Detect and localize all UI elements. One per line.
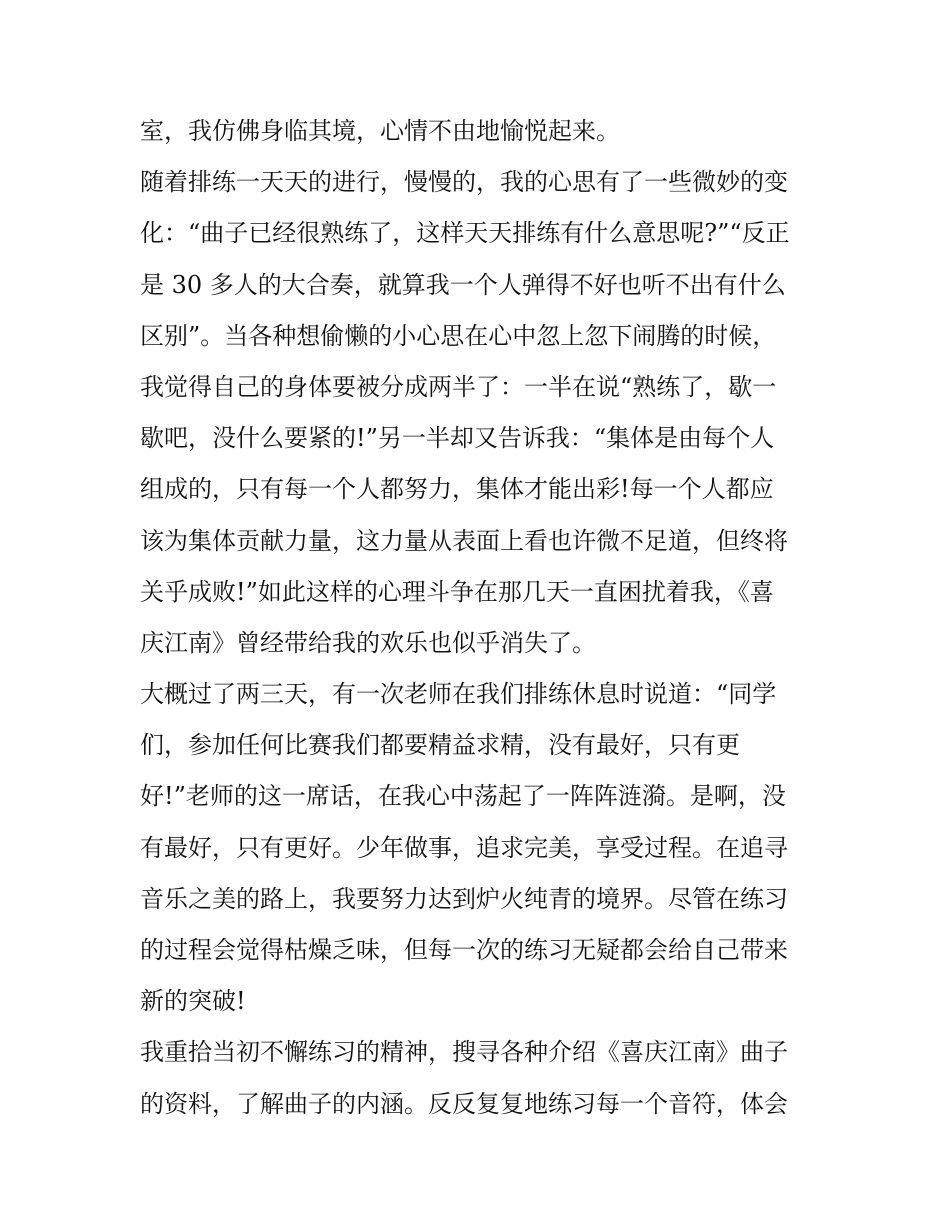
text-line: 新的突破! xyxy=(140,987,246,1016)
text-line: 室，我仿佛身临其境，心情不由地愉悦起来。 xyxy=(140,117,620,145)
text-line: 是 30 多人的大合奏，就算我一个人弹得不好也听不出有什么 xyxy=(140,270,786,299)
text-line: 我觉得自己的身体要被分成两半了：一半在说“熟练了，歇一 xyxy=(140,372,777,401)
document-body xyxy=(140,106,820,1130)
text-line: 的过程会觉得枯燥乏味，但每一次的练习无疑都会给自己带来 xyxy=(140,936,788,964)
text-line: 有最好，只有更好。少年做事，追求完美，享受过程。在追寻 xyxy=(140,833,788,862)
text-line: 随着排练一天天的进行，慢慢的，我的心思有了一些微妙的变 xyxy=(140,168,788,197)
text-line: 关乎成败!”如此这样的心理斗争在那几天一直困扰着我，《喜 xyxy=(140,577,774,606)
text-line: 好!”老师的这一席话，在我心中荡起了一阵阵涟漪。是啊，没 xyxy=(140,782,786,811)
text-line: 庆江南》曾经带给我的欢乐也似乎消失了。 xyxy=(140,628,596,657)
text-line: 区别”。当各种想偷懒的小心思在心中忽上忽下闹腾的时候， xyxy=(140,321,777,350)
text-line: 音乐之美的路上，我要努力达到炉火纯青的境界。尽管在练习 xyxy=(140,884,788,913)
text-line: 们，参加任何比赛我们都要精益求精，没有最好，只有更 xyxy=(140,731,740,760)
text-line: 我重拾当初不懈练习的精神，搜寻各种介绍《喜庆江南》曲子 xyxy=(140,1038,788,1067)
text-line: 化：“曲子已经很熟练了，这样天天排练有什么意思呢?”“反正 xyxy=(140,219,790,248)
text-line: 该为集体贡献力量，这力量从表面上看也许微不足道，但终将 xyxy=(140,526,788,555)
text-line: 的资料，了解曲子的内涵。反反复复地练习每一个音符，体会 xyxy=(140,1089,788,1118)
text-line: 组成的，只有每一个人都努力，集体才能出彩!每一个人都应 xyxy=(140,475,774,504)
text-line: 歇吧，没什么要紧的!”另一半却又告诉我：“集体是由每个人 xyxy=(140,424,775,453)
text-line: 大概过了两三天，有一次老师在我们排练休息时说道：“同学 xyxy=(140,680,777,709)
